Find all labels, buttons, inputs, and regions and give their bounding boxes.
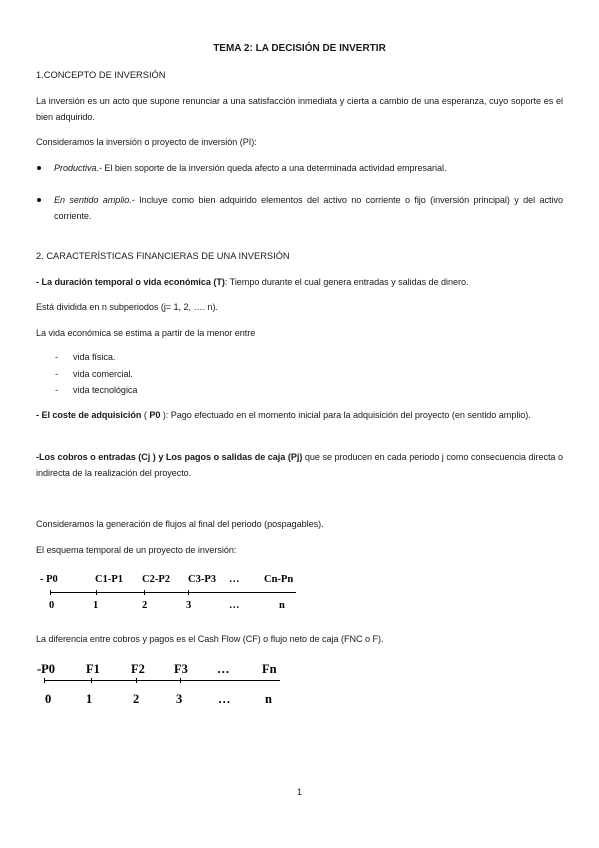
timeline-number: 0 xyxy=(49,600,55,611)
coste-text: ): Pago efectuado en el momento inicial para la adquisición del proyecto (en sentido amplio). xyxy=(160,410,531,420)
timeline-label: … xyxy=(217,662,230,676)
bullet-term: En sentido amplio.- xyxy=(54,195,135,205)
timeline-label: C2-P2 xyxy=(142,574,170,585)
timeline-number: 3 xyxy=(186,600,192,611)
timeline-number: 1 xyxy=(93,600,99,611)
timeline-number: 1 xyxy=(86,692,93,706)
timeline-label: F1 xyxy=(86,662,100,676)
timeline-number: … xyxy=(218,692,231,706)
pospagables-paragraph: Consideramos la generación de flujos al final del periodo (pospagables). xyxy=(36,519,324,529)
timeline-tick xyxy=(144,590,145,595)
section-2-heading: 2. CARACTERÍSTICAS FINANCIERAS DE UNA INVERSIÓN xyxy=(36,251,290,261)
timeline-label: - P0 xyxy=(40,574,58,585)
bullet-text: El bien soporte de la inversión queda afecto a una determinada actividad empresarial. xyxy=(101,163,447,173)
bullet-sentido-amplio xyxy=(54,193,563,224)
dividida-paragraph: Está dividida en n subperiodos (j= 1, 2, …. n). xyxy=(36,302,218,312)
bullet-term: Productiva.- xyxy=(54,163,102,173)
coste-paren: ( xyxy=(141,410,150,420)
vida-item: vida física. xyxy=(73,352,116,362)
section-1-intro: Consideramos la inversión o proyecto de inversión (PI): xyxy=(36,137,257,147)
timeline-label: Cn-Pn xyxy=(264,574,294,585)
timeline-tick xyxy=(136,678,137,683)
timeline-tick xyxy=(96,590,97,595)
timeline-label: Fn xyxy=(262,662,277,676)
vida-item: vida tecnológica xyxy=(73,385,138,395)
section-1-paragraph: La inversión es un acto que supone renunciar a una satisfacción inmediata y cierta a cambio de una esperanza, cuyo soporte es el bien adquirido. xyxy=(36,96,563,122)
bullet-productiva xyxy=(54,161,563,177)
page-title: TEMA 2: LA DECISIÓN DE INVERTIR xyxy=(213,43,386,54)
page-number: 1 xyxy=(297,787,303,797)
esquema-paragraph: El esquema temporal de un proyecto de inversión: xyxy=(36,545,237,555)
timeline-number: 2 xyxy=(133,692,140,706)
duracion-paragraph xyxy=(36,275,563,291)
list-dash: - xyxy=(55,385,59,395)
duracion-text: : Tiempo durante el cual genera entradas y salidas de dinero. xyxy=(224,277,469,287)
timeline-number: n xyxy=(279,600,285,611)
bullet-dot xyxy=(37,198,41,202)
coste-term: - El coste de adquisición xyxy=(36,410,142,420)
bullet-text: Incluye como bien adquirido elementos del activo no corriente o fijo (inversión principal) y del activo corriente. xyxy=(54,195,563,221)
timeline-label: C3-P3 xyxy=(188,574,216,585)
timeline-label: F2 xyxy=(131,662,145,676)
list-dash: - xyxy=(55,352,59,362)
timeline-number: … xyxy=(229,600,240,611)
timeline-number: n xyxy=(265,692,272,706)
timeline-tick xyxy=(50,590,51,595)
timeline-tick xyxy=(188,590,189,595)
section-1-heading: 1.CONCEPTO DE INVERSIÓN xyxy=(36,70,166,80)
timeline-number: 0 xyxy=(45,692,52,706)
coste-p0: P0 xyxy=(149,410,161,420)
timeline-label: C1-P1 xyxy=(95,574,123,585)
bullet-dot xyxy=(37,166,41,170)
timeline-number: 3 xyxy=(176,692,183,706)
timeline-tick xyxy=(180,678,181,683)
duracion-term: - La duración temporal o vida económica (T) xyxy=(36,277,225,287)
cobros-term: -Los cobros o entradas (Cj ) xyxy=(36,452,156,462)
timeline-number: 2 xyxy=(142,600,148,611)
cashflow-paragraph: La diferencia entre cobros y pagos es el Cash Flow (CF) o flujo neto de caja (FNC o F). xyxy=(36,634,384,644)
vida-intro: La vida económica se estima a partir de la menor entre xyxy=(36,328,256,338)
timeline-label: -P0 xyxy=(37,662,56,676)
cobros-text: que se producen en cada periodo j como consecuencia directa o indirecta de la realización del proyecto. xyxy=(36,452,564,478)
timeline-label: F3 xyxy=(174,662,188,676)
timeline-tick xyxy=(91,678,92,683)
cobros-paragraph xyxy=(36,450,563,481)
coste-paragraph xyxy=(36,408,563,424)
timeline-label: … xyxy=(229,574,240,585)
vida-item: vida comercial. xyxy=(73,369,133,379)
timeline-axis xyxy=(50,592,296,593)
pagos-term: y Los pagos o salidas de caja (Pj) xyxy=(155,452,303,462)
timeline-axis xyxy=(44,680,280,681)
list-dash: - xyxy=(55,369,59,379)
timeline-tick xyxy=(44,678,45,683)
